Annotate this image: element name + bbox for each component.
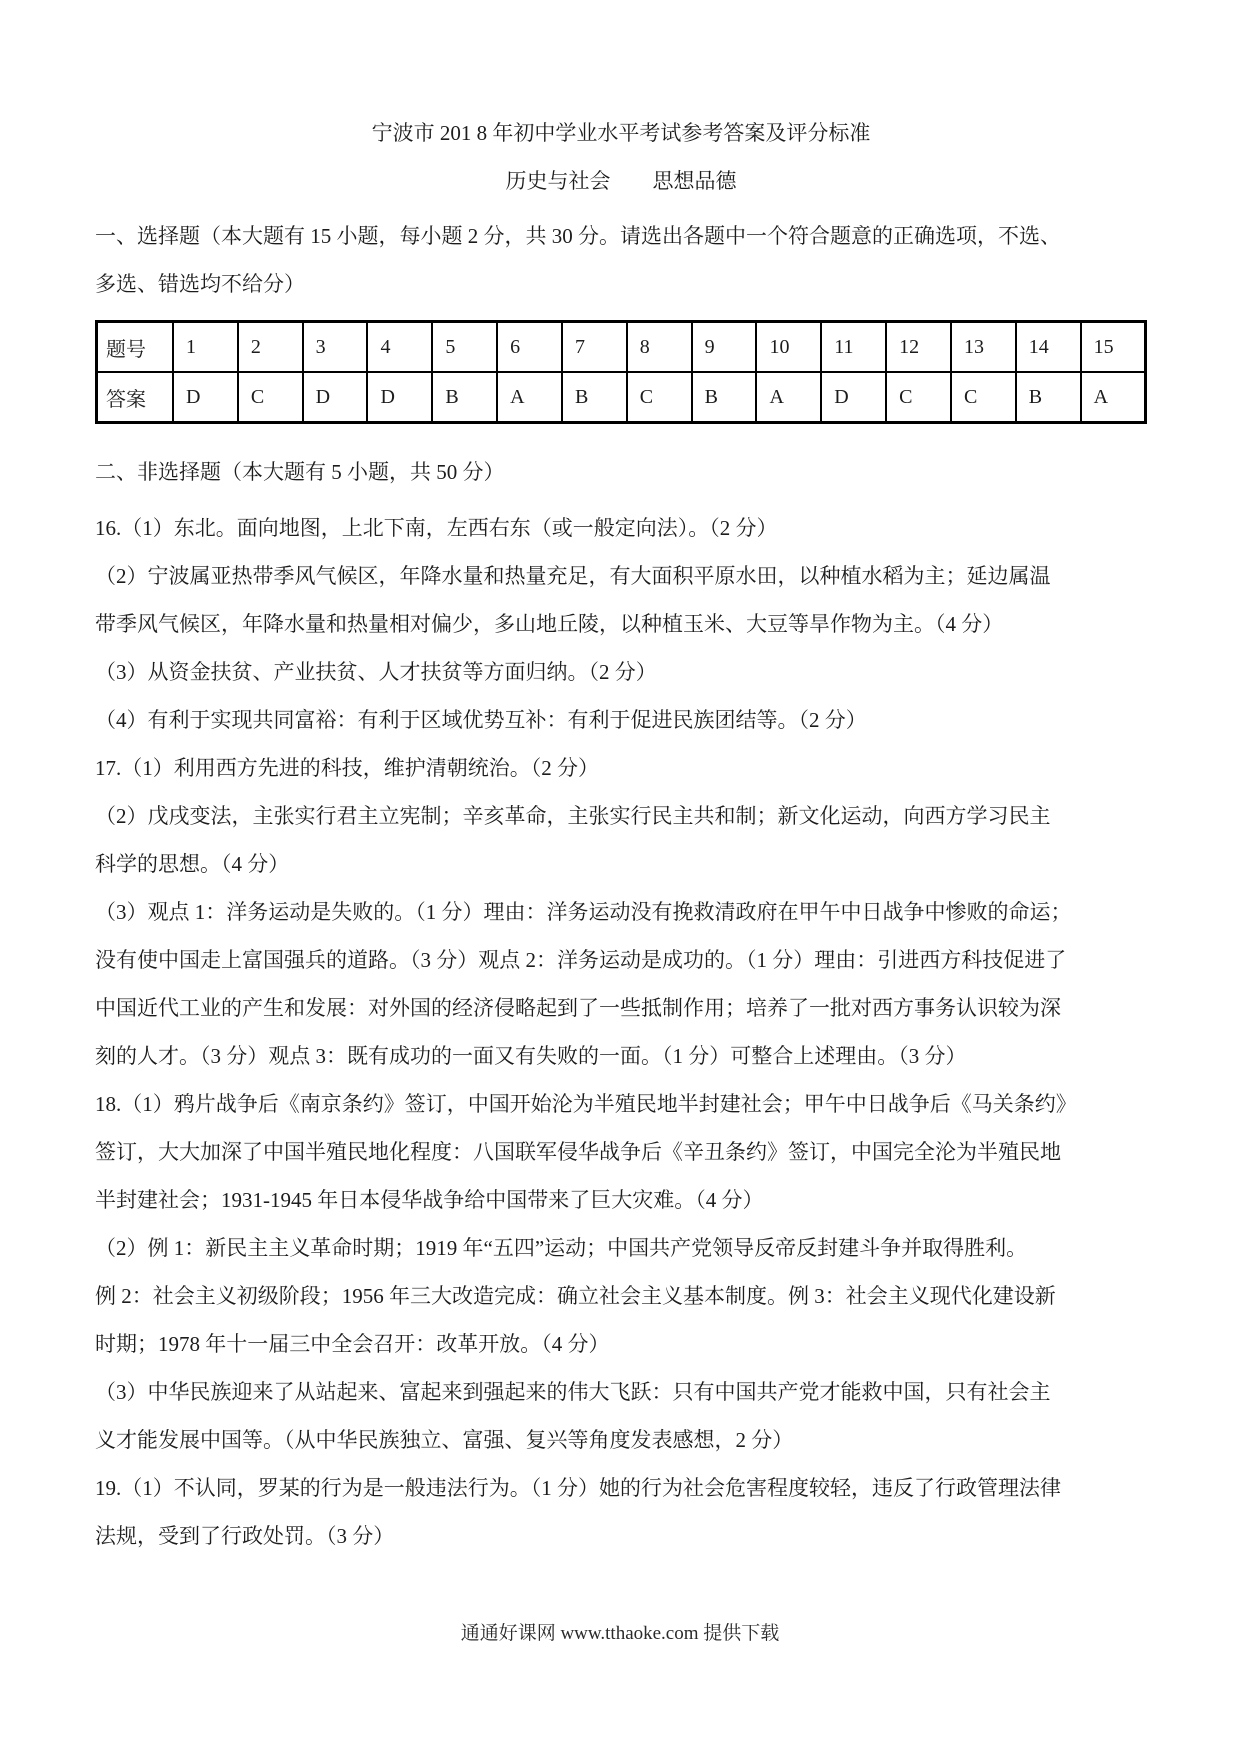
answer-cell: C: [951, 372, 1016, 423]
question-number-cell: 8: [627, 322, 692, 373]
answer-line: 时期；1978 年十一届三中全会召开：改革开放。（4 分）: [95, 1332, 610, 1356]
answer-line: （2）例 1：新民主主义革命时期；1919 年“五四”运动；中国共产党领导反帝反封建斗争并取得胜利。: [95, 1236, 1028, 1260]
question-number-cell: 15: [1081, 322, 1146, 373]
question-number-cell: 2: [238, 322, 303, 373]
answer-cell: B: [432, 372, 497, 423]
answer-line: 签订，大大加深了中国半殖民地化程度：八国联军侵华战争后《辛丑条约》签订，中国完全沦为半殖民地: [95, 1140, 1061, 1164]
answer-line: 义才能发展中国等。（从中华民族独立、富强、复兴等角度发表感想，2 分）: [95, 1428, 794, 1452]
question-number-row: [97, 322, 1146, 373]
answer-cell: C: [627, 372, 692, 423]
section1-intro: [95, 212, 1147, 308]
section2-heading: 二、非选择题（本大题有 5 小题，共 50 分）: [95, 460, 505, 484]
question-number-cell: 12: [886, 322, 951, 373]
answer-line: 法规，受到了行政处罚。（3 分）: [95, 1524, 395, 1548]
answer-cell: A: [756, 372, 821, 423]
answer-line: （2）戊戌变法，主张实行君主立宪制；辛亥革命，主张实行民主共和制；新文化运动，向西方学习民主: [95, 804, 1051, 828]
answer-line: 没有使中国走上富国强兵的道路。（3 分）观点 2：洋务运动是成功的。（1 分）理由：引进西方科技促进了: [95, 948, 1067, 972]
question-number-cell: 5: [432, 322, 497, 373]
answer-line: 17.（1）利用西方先进的科技，维护清朝统治。（2 分）: [95, 756, 599, 780]
question-number-cell: 6: [497, 322, 562, 373]
answer-line: 18.（1）鸦片战争后《南京条约》签订，中国开始沦为半殖民地半封建社会；甲午中日战争后《马关条约》: [95, 1092, 1077, 1116]
answer-line: 刻的人才。（3 分）观点 3：既有成功的一面又有失败的一面。（1 分）可整合上述理由。（3 分）: [95, 1044, 967, 1068]
answer-cell: A: [1081, 372, 1146, 423]
answer-line: 带季风气候区，年降水量和热量相对偏少，多山地丘陵，以种植玉米、大豆等旱作物为主。（4 分）: [95, 612, 1004, 636]
answer-cell: B: [562, 372, 627, 423]
answer-cell: B: [1016, 372, 1081, 423]
footer-watermark: 通通好课网 www.tthaoke.com 提供下载: [460, 1623, 780, 1644]
question-number-cell: 1: [173, 322, 238, 373]
answer-cell: D: [821, 372, 886, 423]
question-number-cell: 14: [1016, 322, 1081, 373]
question-number-cell: 10: [756, 322, 821, 373]
question-number-cell: 11: [821, 322, 886, 373]
answer-line: （3）中华民族迎来了从站起来、富起来到强起来的伟大飞跃：只有中国共产党才能救中国，只有社会主: [95, 1380, 1051, 1404]
question-number-cell: 7: [562, 322, 627, 373]
answer-line: （3）观点 1：洋务运动是失败的。（1 分）理由：洋务运动没有挽救清政府在甲午中日战争中惨败的命运；: [95, 900, 1072, 924]
answer-table: [95, 320, 1147, 424]
answer-cell: A: [497, 372, 562, 423]
answer-line: 半封建社会；1931-1945 年日本侵华战争给中国带来了巨大灾难。（4 分）: [95, 1188, 764, 1212]
answer-line: （2）宁波属亚热带季风气候区，年降水量和热量充足，有大面积平原水田，以种植水稻为主；延边属温: [95, 564, 1051, 588]
answer-row-label: 答案: [97, 372, 174, 423]
answer-line: 中国近代工业的产生和发展：对外国的经济侵略起到了一些抵制作用；培养了一批对西方事务认识较为深: [95, 996, 1061, 1020]
document-subtitle: 历史与社会 思想品德: [505, 169, 737, 193]
document-title: 宁波市 201 8 年初中学业水平考试参考答案及评分标准: [371, 121, 871, 145]
answer-line: 19.（1）不认同，罗某的行为是一般违法行为。（1 分）她的行为社会危害程度较轻，违反了行政管理法律: [95, 1476, 1061, 1500]
answer-line: （3）从资金扶贫、产业扶贫、人才扶贫等方面归纳。（2 分）: [95, 660, 657, 684]
question-number-row-label: 题号: [97, 322, 174, 373]
answer-line: 16.（1）东北。面向地图，上北下南，左西右东（或一般定向法）。（2 分）: [95, 516, 778, 540]
document-content: [95, 0, 1147, 1560]
answer-cell: C: [238, 372, 303, 423]
answer-line: 科学的思想。（4 分）: [95, 852, 290, 876]
answer-cell: D: [173, 372, 238, 423]
question-number-cell: 13: [951, 322, 1016, 373]
answer-line: 例 2：社会主义初级阶段；1956 年三大改造完成：确立社会主义基本制度。例 3：社会主义现代化建设新: [95, 1284, 1056, 1308]
answer-body: [95, 504, 1147, 1560]
question-number-cell: 4: [367, 322, 432, 373]
answer-cell: D: [303, 372, 368, 423]
section1-intro-line2: 多选、错选均不给分）: [95, 272, 305, 296]
question-number-cell: 9: [692, 322, 757, 373]
question-number-cell: 3: [303, 322, 368, 373]
answer-cell: D: [367, 372, 432, 423]
answer-cell: C: [886, 372, 951, 423]
section1-intro-line1: 一、选择题（本大题有 15 小题，每小题 2 分，共 30 分。请选出各题中一个符合题意的正确选项，不选、: [95, 224, 1061, 248]
answer-cell: B: [692, 372, 757, 423]
answer-row: [97, 372, 1146, 423]
answer-line: （4）有利于实现共同富裕：有利于区域优势互补：有利于促进民族团结等。（2 分）: [95, 708, 867, 732]
